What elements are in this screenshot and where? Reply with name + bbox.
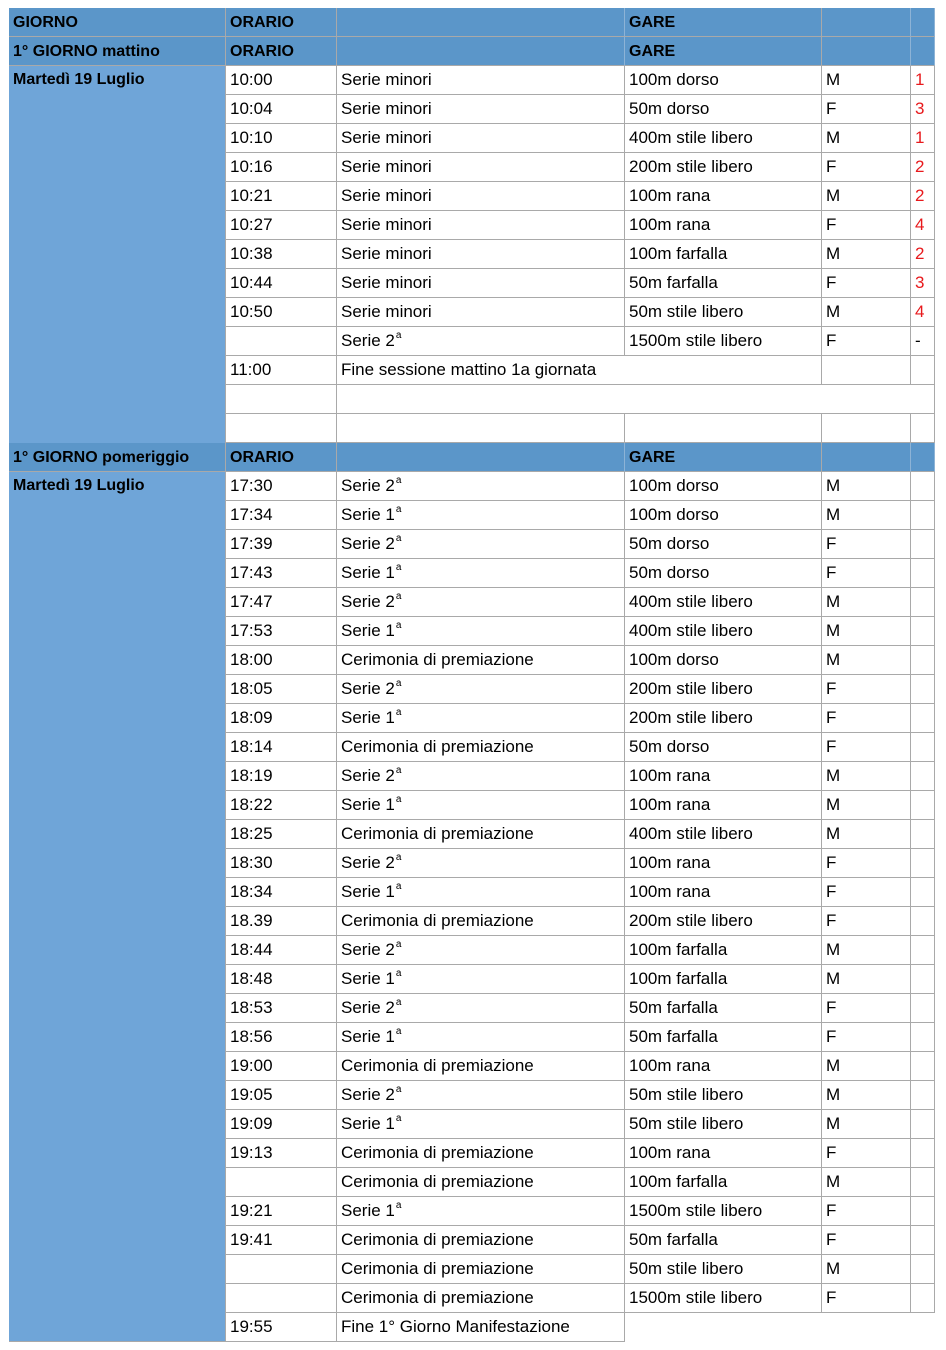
event-description	[337, 1168, 625, 1197]
race-name: 50m stile libero	[625, 1255, 822, 1284]
race-name: 400m stile libero	[625, 588, 822, 617]
header-blank	[911, 37, 935, 66]
event-time: 17:30	[226, 472, 337, 501]
event-time: 10:21	[226, 182, 337, 211]
event-description	[337, 617, 625, 646]
event-description	[337, 1255, 625, 1284]
empty-cell	[911, 1168, 935, 1197]
race-name: 100m rana	[625, 182, 822, 211]
header-orario: ORARIO	[226, 8, 337, 37]
description-text: Cerimonia di premiazione	[341, 824, 534, 843]
race-name: 100m rana	[625, 762, 822, 791]
header-giorno: GIORNO	[9, 8, 226, 37]
event-time: 18:09	[226, 704, 337, 733]
heat-count: 2	[911, 182, 935, 211]
empty-cell	[911, 1197, 935, 1226]
sex-category: F	[822, 1139, 911, 1168]
header-blank	[822, 37, 911, 66]
event-time: 19:41	[226, 1226, 337, 1255]
description-text: Serie minori	[341, 215, 432, 234]
event-description	[337, 501, 625, 530]
event-time: 19:21	[226, 1197, 337, 1226]
description-text: Cerimonia di premiazione	[341, 1230, 534, 1249]
sex-category: F	[822, 704, 911, 733]
empty-cell	[911, 617, 935, 646]
empty-cell	[911, 588, 935, 617]
ordinal-superscript: a	[395, 939, 402, 950]
event-description	[337, 1284, 625, 1313]
description-text: Serie 1	[341, 621, 395, 640]
description-text: Cerimonia di premiazione	[341, 650, 534, 669]
event-time	[226, 1255, 337, 1284]
event-time: 17:39	[226, 530, 337, 559]
header-blank	[911, 443, 935, 472]
ordinal-superscript: a	[395, 620, 402, 631]
event-description	[337, 240, 625, 269]
empty-cell	[911, 820, 935, 849]
sex-category: M	[822, 762, 911, 791]
event-description	[337, 1081, 625, 1110]
description-text: Serie 2	[341, 1085, 395, 1104]
sex-category: F	[822, 1284, 911, 1313]
ordinal-superscript: a	[395, 765, 402, 776]
empty-cell	[911, 1226, 935, 1255]
empty-cell	[911, 530, 935, 559]
sex-category: F	[822, 1023, 911, 1052]
heat-count: 4	[911, 211, 935, 240]
sex-category: M	[822, 617, 911, 646]
sex-category: M	[822, 820, 911, 849]
event-time: 18:14	[226, 733, 337, 762]
race-name: 50m farfalla	[625, 1226, 822, 1255]
sex-category: M	[822, 791, 911, 820]
description-text: Serie 2	[341, 766, 395, 785]
session-header-pomeriggio	[9, 443, 935, 472]
ordinal-superscript: a	[395, 1113, 402, 1124]
sex-category: M	[822, 472, 911, 501]
empty-cell	[911, 1023, 935, 1052]
header-blank	[337, 443, 625, 472]
event-description	[337, 153, 625, 182]
header-blank	[337, 8, 625, 37]
event-time: 18.39	[226, 907, 337, 936]
event-description	[337, 849, 625, 878]
race-name: 100m farfalla	[625, 240, 822, 269]
empty-cell	[911, 1255, 935, 1284]
description-text: Cerimonia di premiazione	[341, 1143, 534, 1162]
event-description	[337, 936, 625, 965]
description-text: Cerimonia di premiazione	[341, 1288, 534, 1307]
event-time: 17:43	[226, 559, 337, 588]
event-description	[337, 298, 625, 327]
description-text: Cerimonia di premiazione	[341, 911, 534, 930]
description-text: Serie 2	[341, 998, 395, 1017]
event-time: 17:47	[226, 588, 337, 617]
race-name: 100m rana	[625, 791, 822, 820]
ordinal-superscript: a	[395, 852, 402, 863]
sex-category: F	[822, 327, 911, 356]
empty-cell	[911, 704, 935, 733]
sex-category: F	[822, 269, 911, 298]
description-text: Serie minori	[341, 244, 432, 263]
event-time: 10:44	[226, 269, 337, 298]
race-name: 100m dorso	[625, 66, 822, 95]
description-text: Serie 1	[341, 1114, 395, 1133]
end-time: 11:00	[226, 356, 337, 385]
sex-category: M	[822, 936, 911, 965]
event-description	[337, 1110, 625, 1139]
ordinal-superscript: a	[395, 1084, 402, 1095]
ordinal-superscript: a	[395, 1026, 402, 1037]
empty-cell	[911, 559, 935, 588]
sex-category: F	[822, 994, 911, 1023]
heat-count: -	[911, 327, 935, 356]
heat-count: 1	[911, 66, 935, 95]
race-name: 50m farfalla	[625, 994, 822, 1023]
race-name: 1500m stile libero	[625, 1197, 822, 1226]
sex-category: M	[822, 124, 911, 153]
sex-category: F	[822, 733, 911, 762]
description-text: Serie 1	[341, 969, 395, 988]
empty-cell	[911, 675, 935, 704]
sex-category: F	[822, 907, 911, 936]
description-text: Serie 1	[341, 505, 395, 524]
event-description	[337, 675, 625, 704]
event-time: 18:44	[226, 936, 337, 965]
heat-count: 2	[911, 153, 935, 182]
event-time: 18:22	[226, 791, 337, 820]
sex-category: M	[822, 1052, 911, 1081]
sex-category: F	[822, 1197, 911, 1226]
description-text: Serie 2	[341, 592, 395, 611]
sex-category: F	[822, 559, 911, 588]
event-time: 10:16	[226, 153, 337, 182]
event-description	[337, 994, 625, 1023]
empty-cell	[226, 385, 337, 414]
sex-category: M	[822, 965, 911, 994]
description-text: Cerimonia di premiazione	[341, 737, 534, 756]
event-time: 18:48	[226, 965, 337, 994]
empty-cell	[911, 414, 935, 443]
sex-category: M	[822, 66, 911, 95]
race-name: 50m dorso	[625, 530, 822, 559]
event-time: 19:00	[226, 1052, 337, 1081]
description-text: Cerimonia di premiazione	[341, 1056, 534, 1075]
heat-count: 4	[911, 298, 935, 327]
race-name: 200m stile libero	[625, 675, 822, 704]
sex-category: F	[822, 95, 911, 124]
race-name: 50m dorso	[625, 559, 822, 588]
header-gare: GARE	[625, 8, 822, 37]
empty-cell	[911, 791, 935, 820]
sex-category: F	[822, 211, 911, 240]
race-name: 100m rana	[625, 1052, 822, 1081]
sex-category: M	[822, 182, 911, 211]
empty-cell	[911, 965, 935, 994]
description-text: Serie 2	[341, 331, 395, 350]
day-label: Martedì 19 Luglio	[9, 472, 226, 1342]
empty-cell	[911, 936, 935, 965]
heat-count: 3	[911, 269, 935, 298]
header-blank	[911, 8, 935, 37]
end-text: Fine 1° Giorno Manifestazione	[337, 1313, 625, 1342]
event-description	[337, 762, 625, 791]
event-description	[337, 124, 625, 153]
event-time: 10:04	[226, 95, 337, 124]
race-name: 50m farfalla	[625, 269, 822, 298]
event-description	[337, 1226, 625, 1255]
sex-category: F	[822, 675, 911, 704]
empty-cell	[911, 1284, 935, 1313]
event-description	[337, 907, 625, 936]
race-name: 200m stile libero	[625, 704, 822, 733]
race-name: 100m dorso	[625, 646, 822, 675]
race-name: 400m stile libero	[625, 820, 822, 849]
event-description	[337, 588, 625, 617]
ordinal-superscript: a	[395, 330, 402, 341]
session-orario: ORARIO	[226, 37, 337, 66]
sex-category: M	[822, 240, 911, 269]
ordinal-superscript: a	[395, 997, 402, 1008]
end-time: 19:55	[226, 1313, 337, 1342]
sex-category: M	[822, 298, 911, 327]
race-name: 100m rana	[625, 211, 822, 240]
event-description	[337, 791, 625, 820]
event-time: 19:05	[226, 1081, 337, 1110]
empty-cell	[911, 646, 935, 675]
event-description	[337, 1023, 625, 1052]
description-text: Serie minori	[341, 186, 432, 205]
event-time: 10:10	[226, 124, 337, 153]
event-time: 17:34	[226, 501, 337, 530]
sex-category: M	[822, 1081, 911, 1110]
description-text: Serie 1	[341, 563, 395, 582]
race-name: 100m farfalla	[625, 936, 822, 965]
sex-category: M	[822, 646, 911, 675]
session-orario: ORARIO	[226, 443, 337, 472]
event-time: 10:27	[226, 211, 337, 240]
description-text: Serie 1	[341, 1201, 395, 1220]
event-time: 19:09	[226, 1110, 337, 1139]
race-name: 100m farfalla	[625, 1168, 822, 1197]
event-time: 18:56	[226, 1023, 337, 1052]
race-name: 100m rana	[625, 1139, 822, 1168]
end-text: Fine sessione mattino 1a giornata	[337, 356, 822, 385]
event-time: 10:50	[226, 298, 337, 327]
event-description	[337, 820, 625, 849]
empty-cell	[911, 1139, 935, 1168]
ordinal-superscript: a	[395, 707, 402, 718]
heat-count: 2	[911, 240, 935, 269]
description-text: Serie minori	[341, 273, 432, 292]
description-text: Serie 2	[341, 534, 395, 553]
race-name: 100m dorso	[625, 472, 822, 501]
session-gare: GARE	[625, 443, 822, 472]
race-name: 1500m stile libero	[625, 327, 822, 356]
race-name: 50m stile libero	[625, 298, 822, 327]
empty-cell	[911, 878, 935, 907]
empty-cell	[911, 907, 935, 936]
ordinal-superscript: a	[395, 475, 402, 486]
race-name: 100m farfalla	[625, 965, 822, 994]
sex-category: F	[822, 530, 911, 559]
event-description	[337, 1052, 625, 1081]
sex-category: F	[822, 849, 911, 878]
event-description	[337, 182, 625, 211]
sex-category: M	[822, 1110, 911, 1139]
description-text: Cerimonia di premiazione	[341, 1172, 534, 1191]
event-description	[337, 646, 625, 675]
description-text: Serie 2	[341, 940, 395, 959]
empty-cell	[911, 1052, 935, 1081]
event-time: 10:00	[226, 66, 337, 95]
sex-category: F	[822, 1226, 911, 1255]
race-name: 50m stile libero	[625, 1110, 822, 1139]
sex-category: M	[822, 1168, 911, 1197]
description-text: Serie minori	[341, 70, 432, 89]
sex-category: M	[822, 501, 911, 530]
heat-count: 3	[911, 95, 935, 124]
event-time	[226, 1168, 337, 1197]
empty-cell	[337, 414, 625, 443]
race-name: 100m rana	[625, 849, 822, 878]
event-time: 18:30	[226, 849, 337, 878]
empty-cell	[337, 385, 935, 414]
description-text: Serie 1	[341, 708, 395, 727]
ordinal-superscript: a	[395, 678, 402, 689]
empty-cell	[625, 414, 822, 443]
event-description	[337, 1197, 625, 1226]
ordinal-superscript: a	[395, 562, 402, 573]
sex-category: M	[822, 588, 911, 617]
ordinal-superscript: a	[395, 504, 402, 515]
session-gare: GARE	[625, 37, 822, 66]
description-text: Serie minori	[341, 99, 432, 118]
header-blank	[822, 8, 911, 37]
sex-category: F	[822, 878, 911, 907]
header-row	[9, 8, 935, 37]
empty-cell	[822, 356, 911, 385]
ordinal-superscript: a	[395, 881, 402, 892]
session-title: 1° GIORNO mattino	[9, 37, 226, 66]
description-text: Serie minori	[341, 128, 432, 147]
header-blank	[337, 37, 625, 66]
event-description	[337, 66, 625, 95]
event-time	[226, 1284, 337, 1313]
empty-cell	[911, 1110, 935, 1139]
event-time: 18:00	[226, 646, 337, 675]
day-label: Martedì 19 Luglio	[9, 66, 226, 443]
sex-category: F	[822, 153, 911, 182]
description-text: Serie 1	[341, 795, 395, 814]
heat-count: 1	[911, 124, 935, 153]
event-time: 10:38	[226, 240, 337, 269]
ordinal-superscript: a	[395, 591, 402, 602]
empty-cell	[911, 501, 935, 530]
description-text: Serie 1	[341, 1027, 395, 1046]
event-time: 17:53	[226, 617, 337, 646]
event-description	[337, 530, 625, 559]
event-description	[337, 211, 625, 240]
sex-category: M	[822, 1255, 911, 1284]
description-text: Serie minori	[341, 302, 432, 321]
race-name: 400m stile libero	[625, 124, 822, 153]
event-description	[337, 559, 625, 588]
session-title: 1° GIORNO pomeriggio	[9, 443, 226, 472]
description-text: Serie 2	[341, 853, 395, 872]
empty-cell	[911, 1081, 935, 1110]
description-text: Serie minori	[341, 157, 432, 176]
event-description	[337, 1139, 625, 1168]
event-description	[337, 878, 625, 907]
empty-cell	[911, 733, 935, 762]
description-text: Serie 1	[341, 882, 395, 901]
session-header-mattino	[9, 37, 935, 66]
event-description	[337, 327, 625, 356]
ordinal-superscript: a	[395, 533, 402, 544]
race-name: 100m rana	[625, 878, 822, 907]
event-description	[337, 704, 625, 733]
race-name: 50m dorso	[625, 733, 822, 762]
race-name: 50m farfalla	[625, 1023, 822, 1052]
empty-cell	[911, 849, 935, 878]
event-description	[337, 733, 625, 762]
race-name: 1500m stile libero	[625, 1284, 822, 1313]
event-time: 18:53	[226, 994, 337, 1023]
race-name: 200m stile libero	[625, 907, 822, 936]
event-description	[337, 965, 625, 994]
event-time: 18:25	[226, 820, 337, 849]
event-time: 19:13	[226, 1139, 337, 1168]
ordinal-superscript: a	[395, 794, 402, 805]
description-text: Cerimonia di premiazione	[341, 1259, 534, 1278]
event-description	[337, 269, 625, 298]
empty-cell	[911, 762, 935, 791]
empty-cell	[226, 414, 337, 443]
race-name: 50m dorso	[625, 95, 822, 124]
event-time: 18:19	[226, 762, 337, 791]
event-description	[337, 472, 625, 501]
event-description	[337, 95, 625, 124]
race-name: 400m stile libero	[625, 617, 822, 646]
event-time: 18:34	[226, 878, 337, 907]
race-name: 200m stile libero	[625, 153, 822, 182]
empty-cell	[911, 356, 935, 385]
ordinal-superscript: a	[395, 968, 402, 979]
event-time: 18:05	[226, 675, 337, 704]
header-blank	[822, 443, 911, 472]
empty-cell	[911, 994, 935, 1023]
description-text: Serie 2	[341, 476, 395, 495]
empty-cell	[822, 414, 911, 443]
ordinal-superscript: a	[395, 1200, 402, 1211]
race-name: 50m stile libero	[625, 1081, 822, 1110]
empty-cell	[911, 472, 935, 501]
race-name: 100m dorso	[625, 501, 822, 530]
description-text: Serie 2	[341, 679, 395, 698]
event-time	[226, 327, 337, 356]
